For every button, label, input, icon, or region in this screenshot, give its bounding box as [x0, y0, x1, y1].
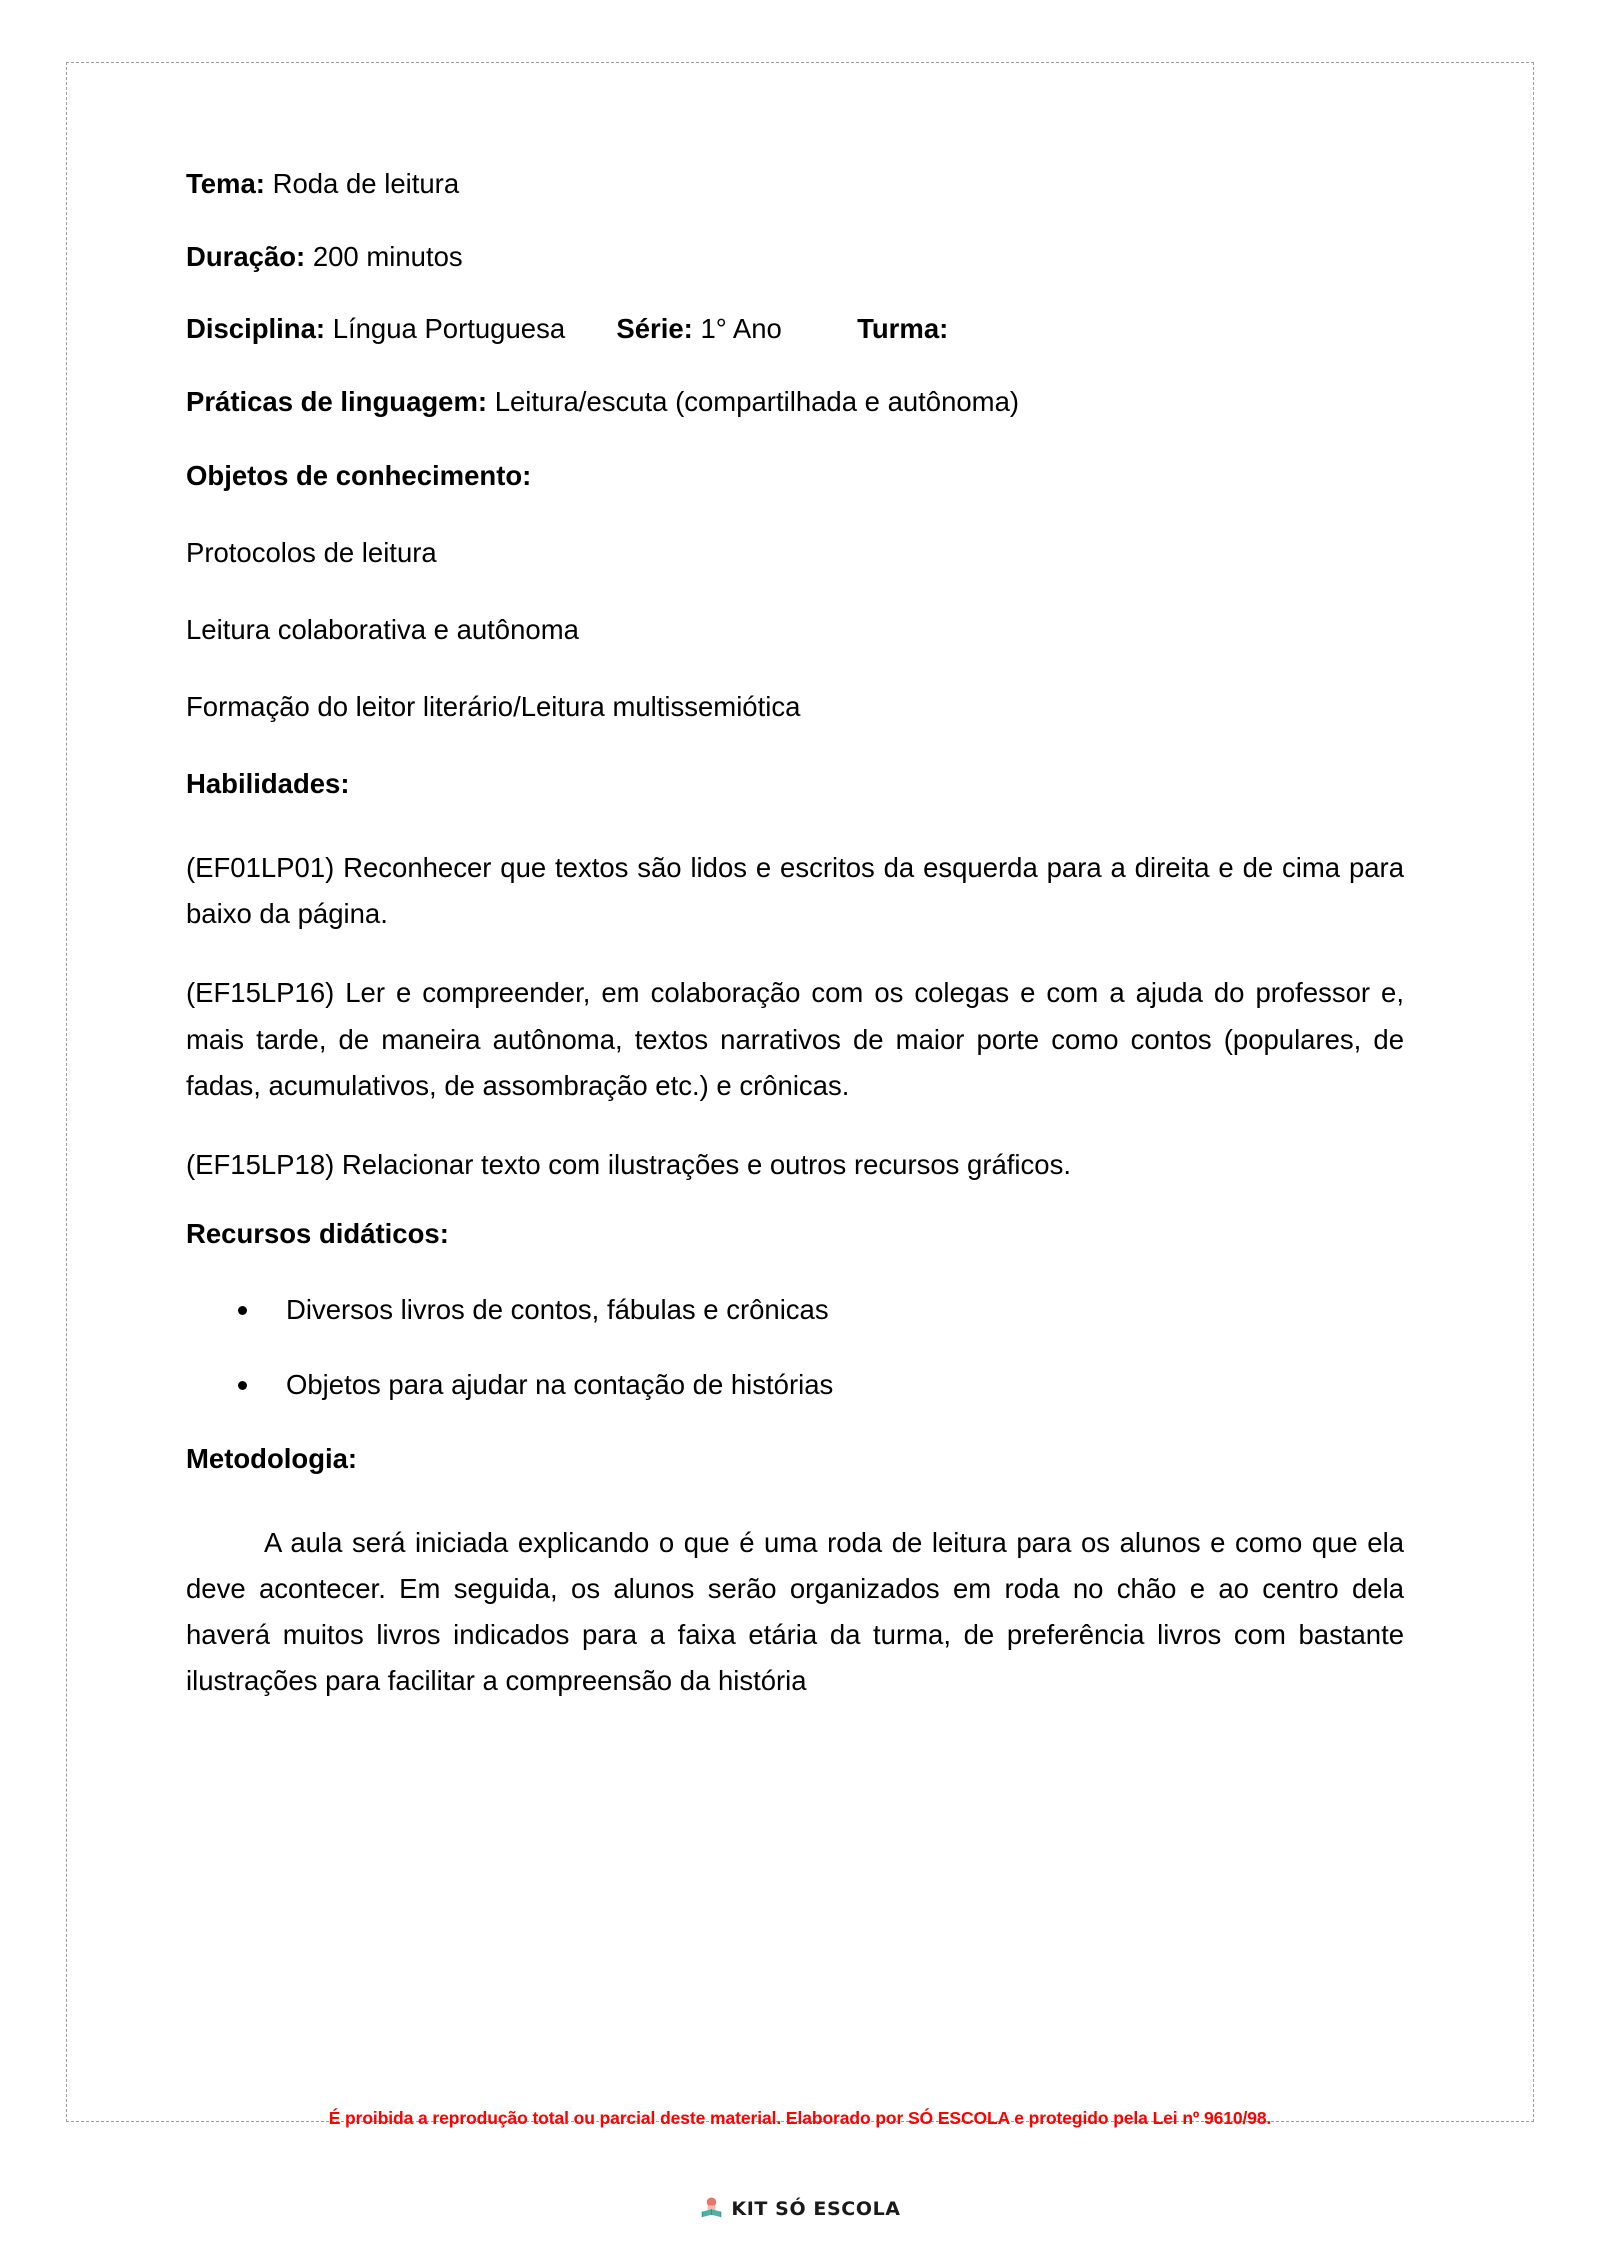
field-disciplina-value: Língua Portuguesa [332, 313, 566, 344]
reading-child-icon [699, 2196, 724, 2221]
footer-logo-text: KIT SÓ ESCOLA [731, 2197, 901, 2220]
field-duracao-label: Duração: [186, 240, 306, 272]
footer-copyright: É proibida a reprodução total ou parcial deste material. Elaborado por SÓ ESCOLA e protegido pela Lei nº 9610/98. [328, 2108, 1272, 2128]
field-tema [186, 170, 1404, 198]
metodologia-paragraph: A aula será iniciada explicando o que é uma roda de leitura para os alunos e como que ela deve acontecer. Em seguida, os alunos serão organizados em roda no chão e ao centro dela haverá muitos livros indicados para a faixa etária da turma, de preferência livros com bastante ilustrações para facilitar a compreensão da história [186, 1526, 1404, 1697]
field-praticas-de-linguagem [186, 385, 1404, 417]
heading-metodologia: Metodologia: [186, 1442, 358, 1474]
heading-objetos-de-conhecimento: Objetos de conhecimento: [186, 460, 532, 491]
field-disciplina-serie-turma [186, 315, 1404, 343]
field-duracao [186, 240, 1404, 272]
field-disciplina-label: Disciplina: [186, 313, 326, 344]
field-duracao-value: 200 minutos [312, 240, 463, 272]
list-item-label: Diversos livros de contos, fábulas e crônicas [286, 1294, 829, 1326]
field-praticas-label: Práticas de linguagem: [186, 385, 488, 417]
recursos-list [186, 1295, 1404, 1401]
field-tema-label: Tema: [186, 168, 265, 199]
list-item [186, 1295, 1404, 1325]
field-serie-value: 1° Ano [700, 313, 782, 344]
objeto-item: Leitura colaborativa e autônoma [186, 614, 579, 645]
heading-habilidades: Habilidades: [186, 768, 350, 799]
objeto-item: Protocolos de leitura [186, 537, 437, 568]
bullet-icon [238, 1381, 247, 1390]
field-turma-label: Turma: [857, 313, 949, 344]
heading-recursos-didaticos: Recursos didáticos: [186, 1218, 449, 1250]
bullet-icon [238, 1306, 247, 1315]
habilidade-item: (EF15LP18) Relacionar texto com ilustrações e outros recursos gráficos. [186, 1148, 1071, 1180]
document-body [186, 170, 1404, 1737]
footer-logo [0, 2196, 1600, 2221]
habilidade-item: (EF15LP16) Ler e compreender, em colaboração com os colegas e com a ajuda do professor e, mais tarde, de maneira autônoma, textos narrativos de maior porte como contos (populares, de fadas, acumulativos, de assombração etc.) e crônicas. [186, 977, 1404, 1101]
list-item-label: Objetos para ajudar na contação de histórias [286, 1369, 834, 1401]
list-item [186, 1370, 1404, 1400]
field-serie-label: Série: [616, 313, 693, 344]
field-tema-value: Roda de leitura [272, 168, 460, 199]
field-praticas-value: Leitura/escuta (compartilhada e autônoma) [494, 385, 1020, 417]
habilidade-item: (EF01LP01) Reconhecer que textos são lidos e escritos da esquerda para a direita e de cima para baixo da página. [186, 852, 1404, 930]
objeto-item: Formação do leitor literário/Leitura multissemiótica [186, 691, 801, 722]
